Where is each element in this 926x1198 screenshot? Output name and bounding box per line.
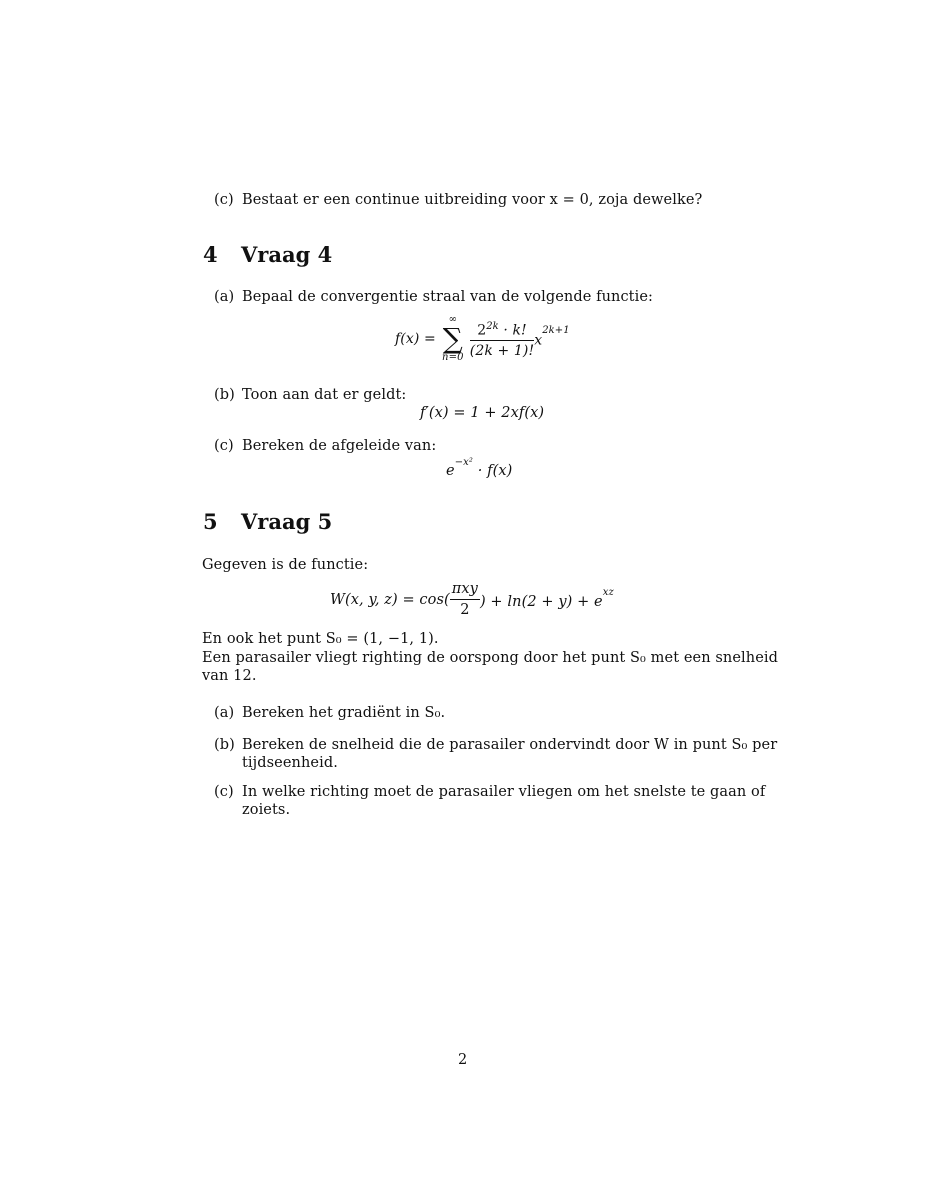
q5-formula-exponent: xz	[602, 586, 614, 598]
section-5-number: 5	[203, 509, 218, 534]
q5-formula-rest	[479, 586, 614, 611]
q3-item-c-text: Bestaat er een continue uitbreiding voor x = 0, zoja dewelke?	[242, 192, 703, 208]
fraction-denominator: (2k + 1)!	[469, 343, 535, 360]
q5-formula-lhs: W(x, y, z) = cos(	[330, 591, 450, 608]
q3-item-c	[214, 191, 702, 209]
q5-intro: Gegeven is de functie:	[202, 557, 369, 573]
sum-upper-limit: ∞	[448, 314, 458, 325]
tail-base: x	[534, 332, 543, 349]
q4-item-c-label: (c)	[214, 438, 234, 454]
section-5-heading	[203, 509, 332, 534]
sum-lower-limit: n=0	[442, 352, 464, 363]
q5-fraction	[450, 580, 480, 619]
q4-item-a	[214, 288, 653, 306]
fraction-numerator	[470, 318, 534, 342]
q5-item-c-label: (c)	[214, 784, 234, 800]
section-4-number: 4	[203, 242, 218, 267]
numerator-exponent: 2k	[486, 320, 499, 332]
tail-exponent: 2k+1	[542, 325, 570, 337]
q5-formula	[330, 580, 614, 619]
q5-item-c	[214, 783, 765, 801]
section-4-title: Vraag 4	[241, 242, 333, 267]
q5-description-line-1: Een parasailer vliegt righting de oorspong door het punt S₀ met een snelheid	[202, 650, 778, 666]
q5-formula-mid: ) + ln(2 + y) + e	[479, 593, 603, 610]
section-4-heading	[203, 242, 332, 267]
q5-item-c-line-1: In welke richting moet de parasailer vliegen om het snelste te gaan of	[242, 784, 766, 800]
numerator-base: 2	[477, 322, 487, 339]
series-fraction	[470, 318, 534, 361]
q4-item-a-label: (a)	[214, 289, 235, 305]
q4-item-b-text: Toon aan dat er geldt:	[242, 387, 407, 403]
q5-fraction-denominator: 2	[460, 602, 470, 618]
q5-item-a	[214, 704, 445, 722]
q5-item-a-text: Bereken het gradiënt in S₀.	[242, 705, 446, 721]
q5-item-b-line-1: Bereken de snelheid die de parasailer ondervindt door W in punt S₀ per	[242, 737, 778, 753]
q5-item-b	[214, 736, 777, 754]
q4-formula-derivative: f′(x) = 1 + 2xf(x)	[420, 405, 545, 421]
q5-item-b-line-2: tijdseenheid.	[242, 755, 338, 771]
summation-sign	[440, 314, 466, 364]
q5-item-a-label: (a)	[214, 705, 235, 721]
series-tail	[534, 325, 570, 350]
q5-point-text: En ook het punt S₀ = (1, −1, 1).	[202, 631, 439, 647]
numerator-rest: · k!	[498, 322, 527, 339]
q4-item-b-label: (b)	[214, 387, 235, 403]
q4-item-a-text: Bepaal de convergentie straal van de volgende functie:	[242, 289, 653, 305]
q4-formula-exp	[446, 458, 512, 480]
q5-item-b-label: (b)	[214, 737, 235, 753]
formula-lhs: f(x) =	[395, 331, 436, 347]
q4-item-c	[214, 437, 436, 455]
q4-item-b	[214, 386, 406, 404]
q5-item-c-line-2: zoiets.	[242, 802, 291, 818]
sum-symbol: ∑	[442, 322, 463, 355]
q3-item-c-label: (c)	[214, 192, 234, 208]
q4-formula-series	[395, 314, 570, 364]
q5-description-line-2: van 12.	[202, 668, 257, 684]
exp-exponent: −x²	[454, 457, 474, 468]
page-number: 2	[458, 1052, 468, 1068]
exp-rest: · f(x)	[473, 462, 513, 479]
exp-base: e	[446, 462, 455, 479]
section-5-title: Vraag 5	[241, 509, 333, 534]
q4-item-c-text: Bereken de afgeleide van:	[242, 438, 437, 454]
q5-fraction-numerator: πxy	[450, 580, 480, 600]
